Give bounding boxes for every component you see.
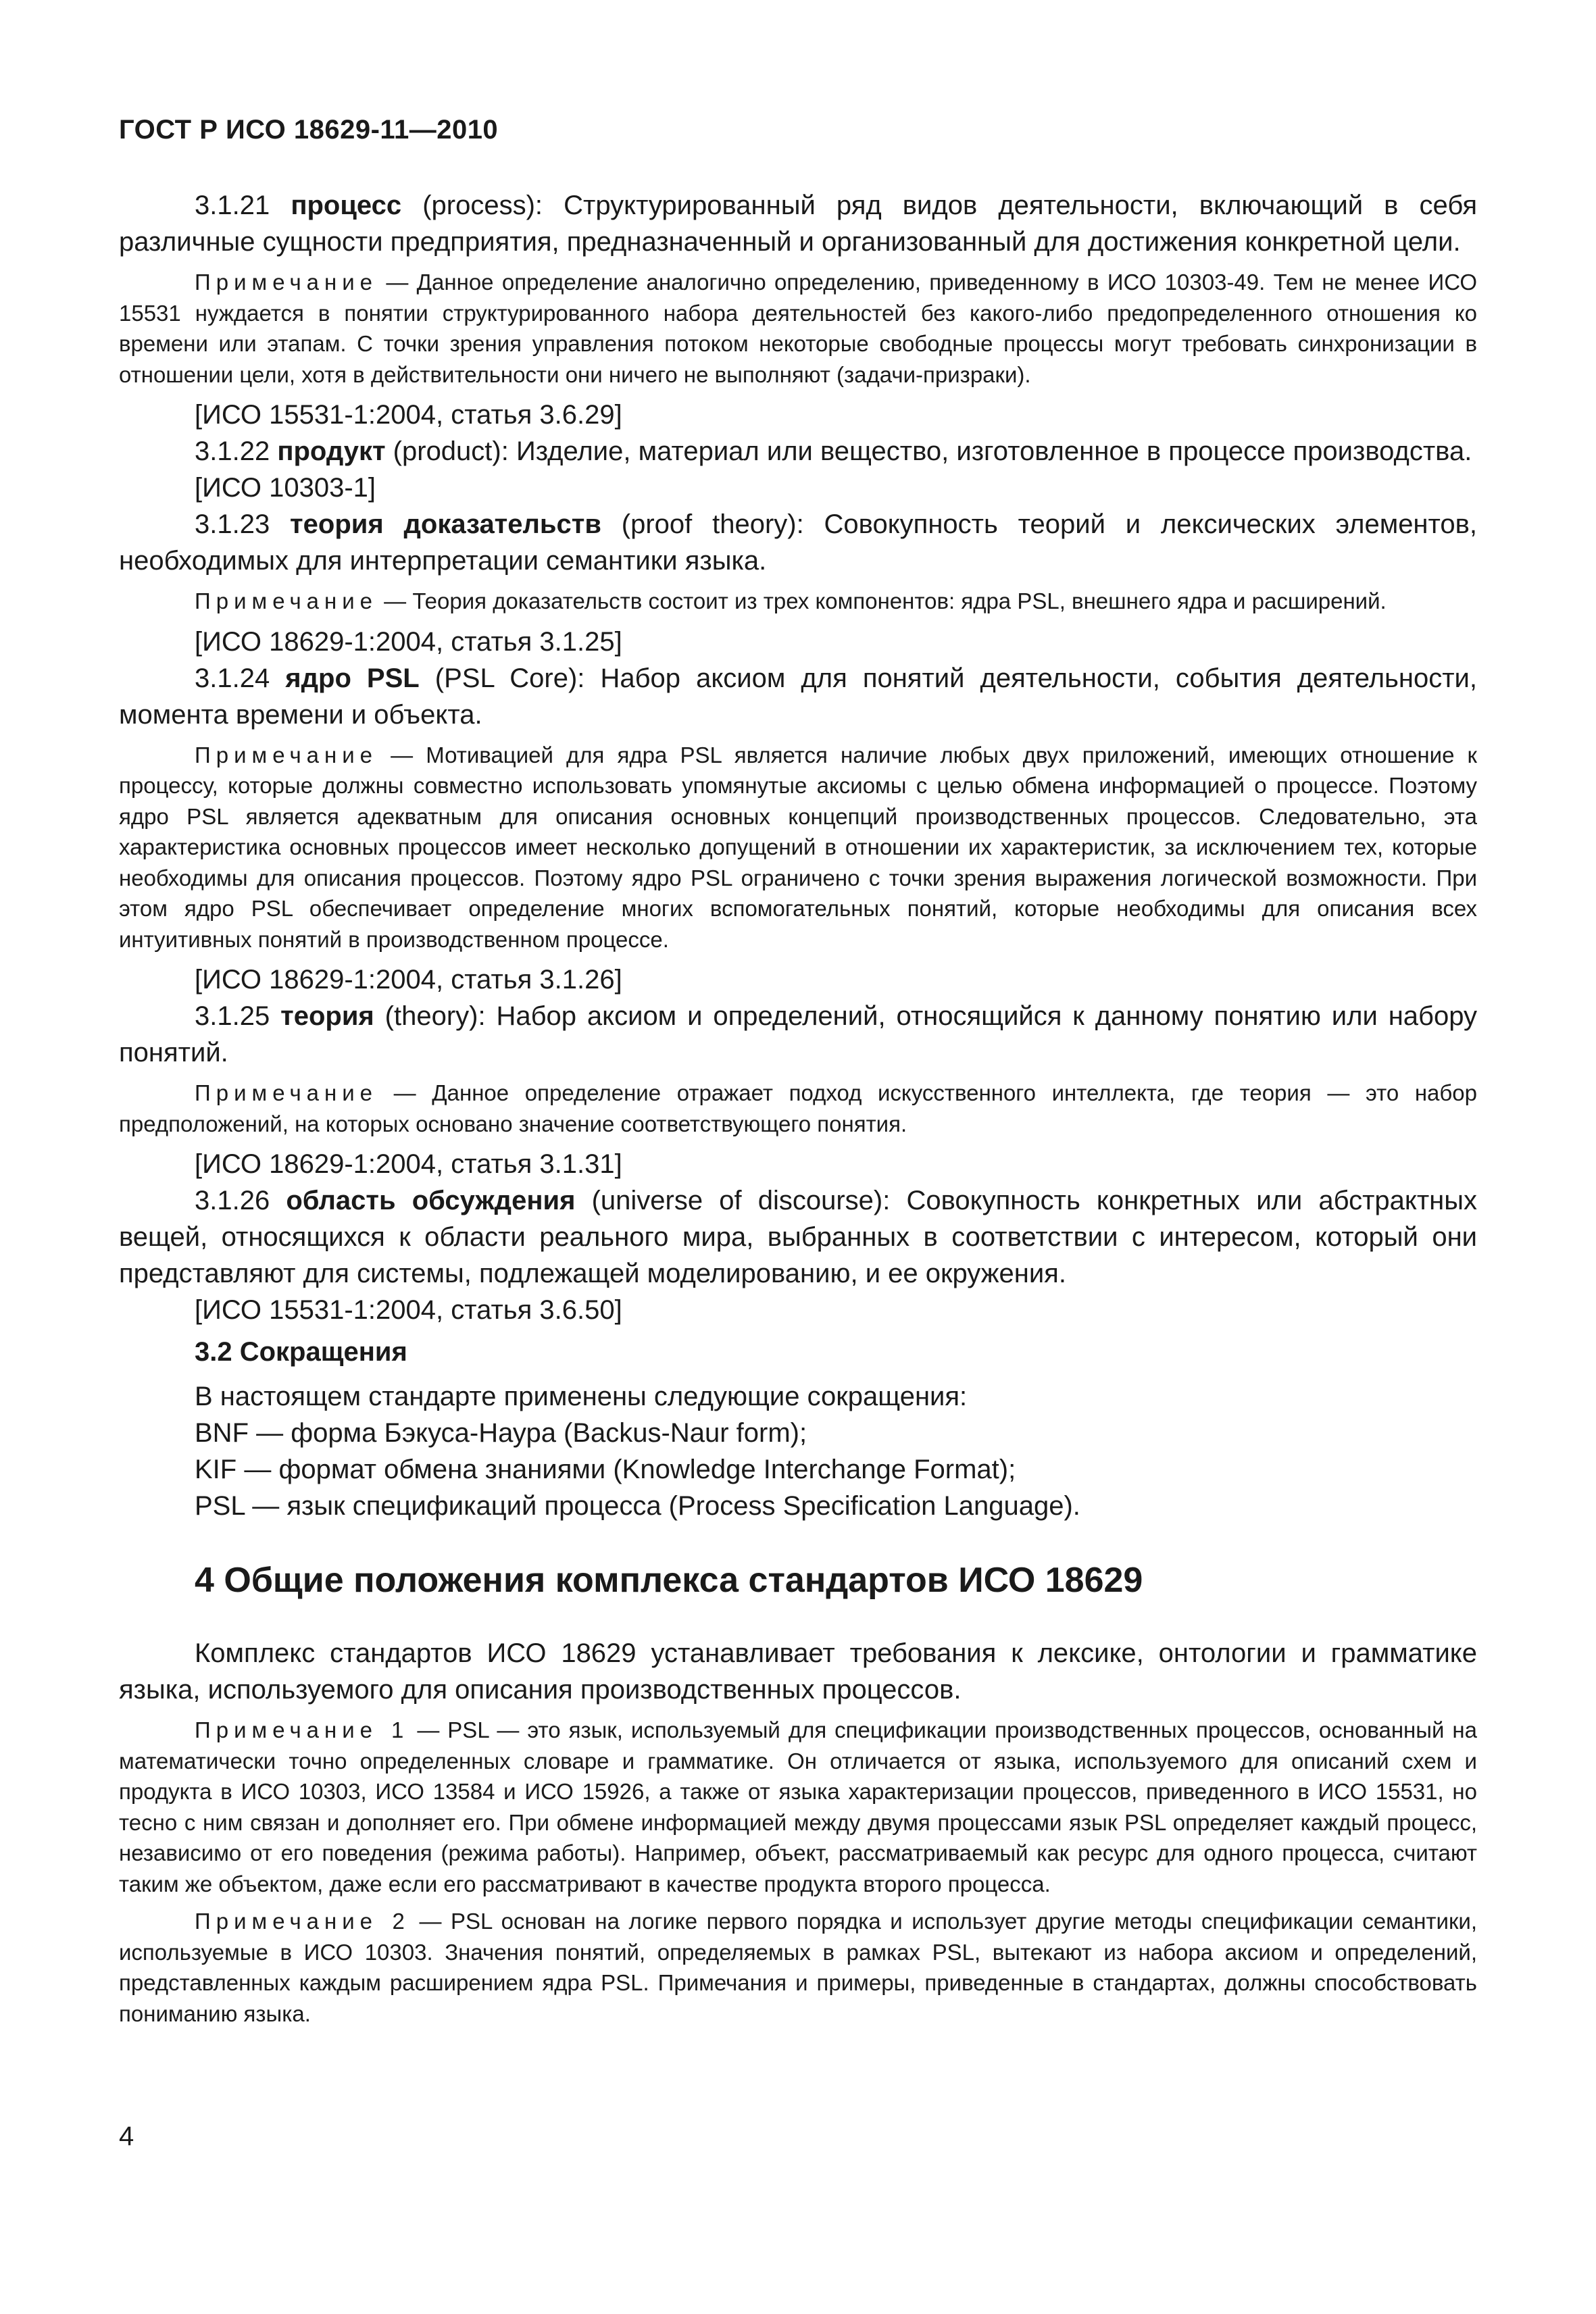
- term-3-1-25: 3.1.25 теория (theory): Набор аксиом и определений, относящийся к данному понятию или набору понятий.: [119, 1001, 1477, 1067]
- term-3-1-23: 3.1.23 теория доказательств (proof theory): Совокупность теорий и лексических элементов, необходимых для интерпретации семантики языка.: [119, 509, 1478, 576]
- document-page: [119, 115, 1477, 2036]
- note-1: Примечание 1 — PSL — это язык, используемый для спецификации производственных процессов, основанный на математически точно определенных словаре и грамматике. Он отличается от языка, используемого для описаний схем и продукта в ИСО 10303, ИСО 13584 и ИСО 15926, а также от языка характеризации процессов, приведенного в ИСО 15531, но тесно с ним связан и дополняет его. При обмене информацией между двумя процессами язык PSL определяет каждый процесс, независимо от его поведения (режима работы). Например, объект, рассматриваемый как ресурс для одного процесса, считают таким же объектом, даже если его рассматривают в качестве продукта второго процесса.: [119, 1717, 1477, 1896]
- note-label: Примечание 1: [195, 1717, 409, 1742]
- subsection-title: 3.2 Сокращения: [195, 1337, 407, 1367]
- note-3-1-21: Примечание — Данное определение аналогично определению, приведенному в ИСО 10303-49. Тем не менее ИСО 15531 нуждается в понятии структурированного набора деятельностей без какого-либо предопределенного отношения ко времени или этапам. С точки зрения управления потоком некоторые свободные процессы могут требовать синхронизации в отношении цели, хотя в действительности они ничего не выполняют (задачи-призраки).: [119, 270, 1477, 387]
- note-label: Примечание: [195, 1080, 378, 1105]
- term-name: теория: [280, 1001, 374, 1031]
- reference: [ИСО 15531-1:2004, статья 3.6.50]: [195, 1295, 622, 1325]
- term-name: процесс: [291, 191, 402, 220]
- reference: [ИСО 10303-1]: [195, 473, 376, 503]
- reference: [ИСО 18629-1:2004, статья 3.1.25]: [195, 626, 622, 657]
- document-header: ГОСТ Р ИСО 18629-11—2010: [119, 115, 499, 145]
- reference: [ИСО 15531-1:2004, статья 3.6.29]: [195, 400, 622, 430]
- term-3-1-22: 3.1.22 продукт (product): Изделие, материал или вещество, изготовленное в процессе производства.: [195, 436, 1472, 466]
- note-label: Примечание: [195, 588, 378, 613]
- section-paragraph: Комплекс стандартов ИСО 18629 устанавливает требования к лексике, онтологии и грамматике языка, используемого для описания производственных процессов.: [119, 1638, 1477, 1705]
- abbreviation-item: BNF — форма Бэкуса-Наура (Backus-Naur form);: [195, 1418, 807, 1448]
- note-3-1-25: Примечание — Данное определение отражает подход искусственного интеллекта, где теория — это набор предположений, на которых основано значение соответствующего понятия.: [119, 1080, 1477, 1136]
- term-name: продукт: [277, 436, 386, 466]
- term-3-1-24: 3.1.24 ядро PSL (PSL Core): Набор аксиом для понятий деятельности, события деятельности, момента времени и объекта.: [119, 663, 1477, 730]
- term-3-1-26: 3.1.26 область обсуждения (universe of discourse): Совокупность конкретных или абстрактных вещей, относящихся к области реального мира, выбранных в соответствии с интересом, который они представляют для системы, подлежащей моделированию, и ее окружения.: [119, 1186, 1477, 1288]
- reference: [ИСО 18629-1:2004, статья 3.1.31]: [195, 1149, 622, 1179]
- note-label: Примечание: [195, 270, 378, 295]
- page-number: 4: [119, 2121, 134, 2151]
- note-label: Примечание: [195, 742, 378, 768]
- term-name: теория доказательств: [290, 509, 601, 539]
- term-name: ядро PSL: [285, 663, 420, 693]
- term-3-1-21: 3.1.21 процесс (process): Структурированный ряд видов деятельности, включающий в себя различные сущности предприятия, предназначенный и организованный для достижения конкретной цели.: [119, 191, 1478, 257]
- note-3-1-23: Примечание — Теория доказательств состоит из трех компонентов: ядра PSL, внешнего ядра и расширений.: [195, 588, 1387, 613]
- reference: [ИСО 18629-1:2004, статья 3.1.26]: [195, 965, 622, 995]
- abbreviation-item: PSL — язык спецификаций процесса (Process Specification Language).: [195, 1491, 1080, 1521]
- note-2: Примечание 2 — PSL основан на логике первого порядка и использует другие методы спецификации семантики, используемые в ИСО 10303. Значения понятий, определяемых в рамках PSL, вытекают из набора аксиом и определений, представленных каждым расширением ядра PSL. Примечания и примеры, приведенные в стандартах, должны способствовать пониманию языка.: [119, 1909, 1478, 2026]
- term-name: область обсуждения: [286, 1186, 576, 1215]
- section-title: 4 Общие положения комплекса стандартов ИСО 18629: [195, 1561, 1143, 1600]
- note-label: Примечание 2: [195, 1909, 410, 1934]
- abbreviation-item: KIF — формат обмена знаниями (Knowledge Interchange Format);: [195, 1455, 1016, 1484]
- abbreviations-intro: В настоящем стандарте применены следующие сокращения:: [195, 1382, 968, 1411]
- note-3-1-24: Примечание — Мотивацией для ядра PSL является наличие любых двух приложений, имеющих отношение к процессу, которые должны совместно использовать упомянутые аксиомы с целью обмена информацией о процессе. Поэтому ядро PSL является адекватным для описания основных концепций производственных процессов. Следовательно, эта характеристика основных процессов имеет несколько допущений в отношении их характеристик, за исключением тех, которые необходимы для описания процессов. Поэтому ядро PSL ограничено с точки зрения выражения логической возможности. При этом ядро PSL обеспечивает определение многих вспомогательных понятий, которые необходимы для описания всех интуитивных понятий в производственном процессе.: [119, 742, 1477, 952]
